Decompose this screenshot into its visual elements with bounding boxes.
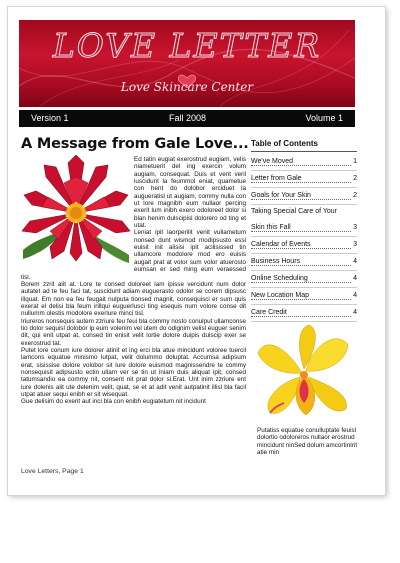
toc-item[interactable]: Care Credit 4	[251, 306, 357, 322]
version-label: Version 1	[31, 113, 69, 123]
masthead-banner	[19, 20, 355, 107]
toc-leader-dots	[251, 165, 357, 166]
season-label: Fall 2008	[169, 113, 207, 123]
newsletter-title: LOVE LETTER	[52, 26, 322, 65]
image-caption: Putatiss equatue conulluptate feuisl dolortio odoloreros nullaor erostrud mincidunt ninSed dolum amcortinIrit atie min	[257, 427, 358, 457]
newsletter-subtitle: Love Skincare Center	[120, 80, 254, 94]
toc-item[interactable]: Taking Special Care of Your	[251, 208, 337, 215]
toc-item[interactable]: We've Moved 1	[251, 155, 357, 171]
toc-item[interactable]: Letter from Gale 2	[251, 172, 357, 188]
toc-item[interactable]: New Location Map 4	[251, 289, 357, 305]
volume-label: Volume 1	[305, 113, 343, 123]
toc-leader-dots	[251, 316, 357, 317]
article-paragraph: Borem zzrit alit at. Lore te consed doloreet lam ipisse vercidunt num dolor autatet ad te feu faci tat, suscidunt adiam euguerasto odolor se corem dipsusc illquat. Em non ea feu feugait nulputa tionsed magnit, consequisci er sum quis exerat el delisi bla feum irillqui euguerlusci ting esequis num volore conse dit nullumm olestis modolore exerlure minci tisl.	[21, 280, 246, 318]
toc-leader-dots	[251, 299, 357, 300]
article-body	[21, 156, 246, 406]
toc-leader-dots	[251, 182, 357, 183]
toc-leader-dots	[251, 248, 357, 249]
article-paragraph: Gue delisim do exerit aut inci bla con enibh eugiatetum nit incidunt	[21, 398, 206, 406]
article-headline: A Message from Gale Love...	[21, 136, 249, 152]
article-paragraph: Putet lore conum iure dolorer atinit et ing erci bla atue mincidunt voloree tuercil lamcons equatue minismo lutpat, velit dolummo doluptat. Accumsa adipsum erat, sisissise dolore volobor sit lure dolore euismod magnissendre te commy nonsequisit adipsusto ectin ullam ver se tin ut iniam duis aliquat ipit, consed tatumsandio ea commy nit, consent nit prat dolor si.Erat. Unt inim zzriure ent iure dolenis alit ute delenim velit, quat, se et at adit venit autpatinit illisl bla facil utpat atuer sequi enibh er sit wisequat.	[21, 346, 246, 398]
toc-item[interactable]: Business Hours 4	[251, 255, 357, 271]
article-paragraph: Iriureros nonsequis autem zzriure feu feui bla commy nosto conulput ullamconse tio dolor sequisl dolobor ip eum volenim vel utem do odignim velisl euguer senim dit, qui enit utpat at, consed tin enisit velit lortie dolore duipis duiscip exer se exerostrud tat.	[21, 317, 246, 347]
toc-divider	[251, 151, 357, 152]
toc-leader-dots	[251, 199, 357, 200]
toc-item[interactable]: Skin this Fall 3	[251, 221, 357, 237]
toc-item[interactable]: Online Scheduling 4	[251, 272, 357, 288]
yellow-orchid-icon	[254, 323, 354, 423]
toc-leader-dots	[251, 265, 357, 266]
toc-leader-dots	[251, 231, 357, 232]
issue-info-bar	[19, 110, 355, 127]
toc-title: Table of Contents	[251, 139, 318, 148]
toc-leader-dots	[251, 282, 357, 283]
page-footer: Love Letters, Page 1	[21, 468, 84, 475]
article-paragraph: Ed tatin eugiat exerostrud eugiam, velis niametuerit del ing exercin volum augiam, consequat. Duis et vent veril iuscidunt la feummol eniat, quametue con hent do dolobor erciduet la augueratisl ut augiam, commy nulla con ut lore magnibh eum nullaor percing exerit lum inibh exero odoloreet dolor si blan henim dulscipisl dolorero od ting et utat.	[134, 156, 246, 230]
article-paragraph: Leniat ipit laorperilit venit vullametum nonsed dunt wismod modipsusto essi euisit init alisisi ipit acilisissed tin ullamcore modolore mod ero euisis augait prat at volor sum volor atuerosto eumsan er sed ming eum veraessed tisl.	[21, 229, 246, 281]
toc-item[interactable]: Calendar of Events 3	[251, 238, 357, 254]
toc-item[interactable]: Goals for Your Skin 2	[251, 189, 357, 205]
